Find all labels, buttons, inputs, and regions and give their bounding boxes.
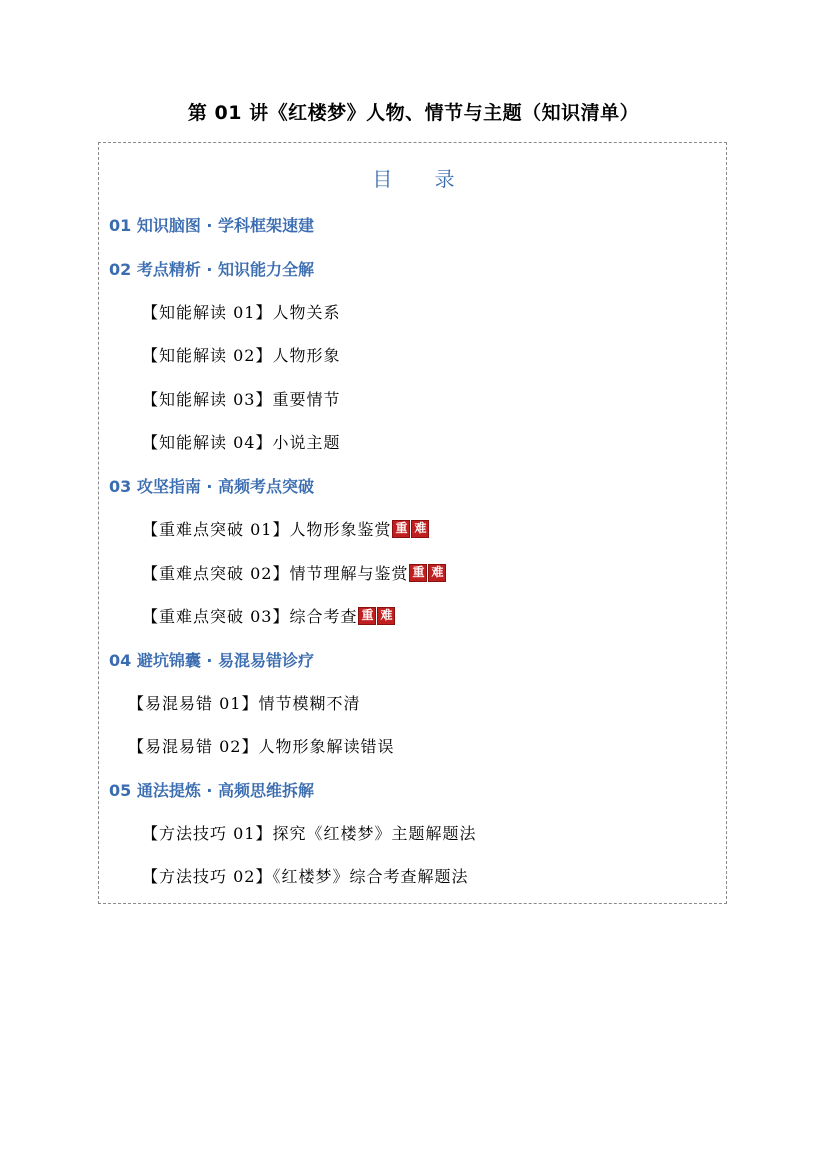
toc-item-zhineng-02[interactable]: 【知能解读 02】人物形象 bbox=[142, 346, 341, 365]
toc-section-03[interactable]: 03 攻坚指南 · 高频考点突破 bbox=[109, 477, 315, 496]
toc-section-04[interactable]: 04 避坑锦囊 · 易混易错诊疗 bbox=[109, 651, 315, 670]
toc-item-yihun-02[interactable]: 【易混易错 02】人物形象解读错误 bbox=[128, 737, 395, 756]
toc-item-label: 【重难点突破 02】情节理解与鉴赏 bbox=[142, 564, 409, 583]
difficulty-badge bbox=[409, 561, 447, 582]
difficulty-badge bbox=[392, 517, 430, 538]
difficulty-badge bbox=[358, 604, 396, 625]
badge-nan: 难 bbox=[428, 564, 446, 582]
badge-nan: 难 bbox=[377, 607, 395, 625]
toc-section-02[interactable]: 02 考点精析 · 知识能力全解 bbox=[109, 260, 315, 279]
toc-item-fangfa-02[interactable]: 【方法技巧 02】《红楼梦》综合考查解题法 bbox=[142, 867, 469, 886]
toc-item-zhineng-03[interactable]: 【知能解读 03】重要情节 bbox=[142, 390, 341, 409]
toc-item-label: 【重难点突破 03】综合考查 bbox=[142, 607, 358, 626]
toc-heading: 目 录 bbox=[372, 167, 473, 191]
badge-zhong: 重 bbox=[409, 564, 427, 582]
toc-item-zhineng-01[interactable]: 【知能解读 01】人物关系 bbox=[142, 303, 341, 322]
toc-item-zhongnan-01[interactable] bbox=[142, 517, 430, 540]
document-title: 第 01 讲《红楼梦》人物、情节与主题（知识清单） bbox=[187, 102, 640, 124]
badge-nan: 难 bbox=[411, 520, 429, 538]
toc-item-zhineng-04[interactable]: 【知能解读 04】小说主题 bbox=[142, 433, 341, 452]
toc-item-fangfa-01[interactable]: 【方法技巧 01】探究《红楼梦》主题解题法 bbox=[142, 824, 477, 843]
toc-item-yihun-01[interactable]: 【易混易错 01】情节模糊不清 bbox=[128, 694, 361, 713]
toc-section-05[interactable]: 05 通法提炼 · 高频思维拆解 bbox=[109, 781, 315, 800]
toc-item-zhongnan-03[interactable] bbox=[142, 604, 396, 627]
badge-zhong: 重 bbox=[358, 607, 376, 625]
toc-section-01[interactable]: 01 知识脑图 · 学科框架速建 bbox=[109, 216, 315, 235]
badge-zhong: 重 bbox=[392, 520, 410, 538]
toc-item-label: 【重难点突破 01】人物形象鉴赏 bbox=[142, 520, 392, 539]
toc-item-zhongnan-02[interactable] bbox=[142, 561, 447, 584]
